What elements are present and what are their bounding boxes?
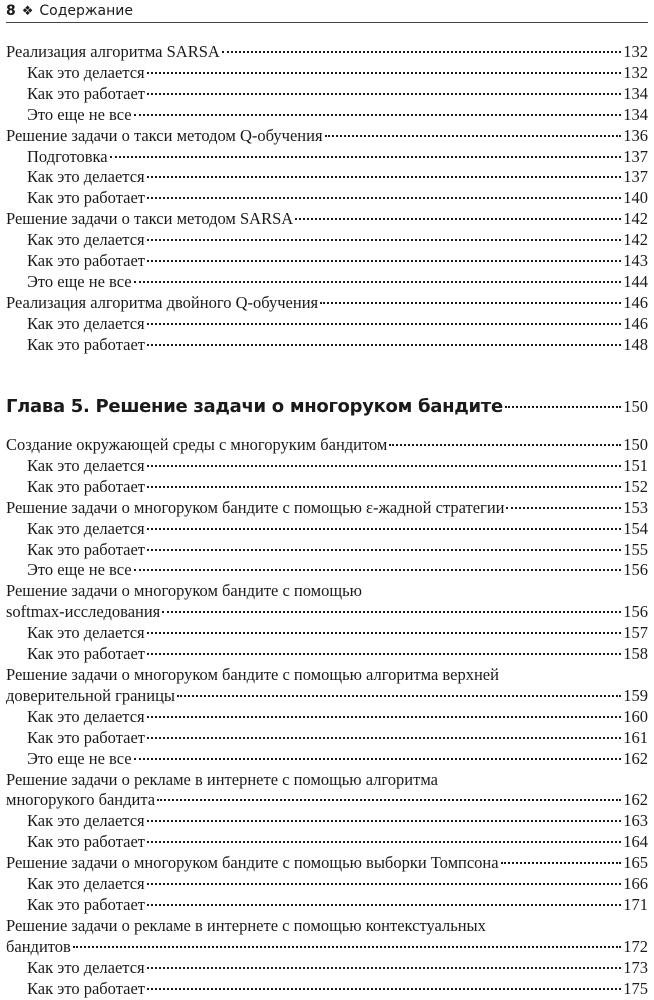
entry-page: 150 [623,435,648,454]
toc-entry[interactable] [6,293,648,314]
dot-leader [222,51,621,53]
entry-page: 144 [623,271,648,291]
entry-page: 148 [623,334,648,354]
dot-leader [320,302,621,304]
dot-leader [134,569,622,571]
entry-title: Это еще не все [27,104,132,124]
toc-entry[interactable] [6,853,648,874]
entry-title: Как это работает [27,476,145,496]
dot-leader [110,156,622,158]
dot-leader [501,862,622,864]
toc-entry[interactable] [6,435,648,456]
entry-page: 158 [623,644,648,664]
dot-leader [134,758,622,760]
entry-title: softmax-исследования [6,602,161,622]
dot-leader [147,93,621,95]
entry-page: 156 [623,560,648,580]
entry-title: многорукого бандита [6,790,156,810]
entry-title: Решение задачи о такси методом SARSA [6,209,294,229]
entry-page: 152 [623,476,648,496]
toc-subentry[interactable] [6,560,648,581]
entry-title: Решение задачи о многоруком бандите с помощью выборки Томпсона [6,853,499,873]
toc-subentry[interactable] [6,895,648,916]
toc-section-chapter-5 [6,435,648,999]
dot-leader [147,197,621,199]
entry-title: Как это делается [27,313,145,333]
chapter-page: 150 [623,397,648,416]
toc-entry[interactable] [6,209,648,230]
dot-leader [147,323,622,325]
dot-leader [147,632,622,634]
toc-subentry[interactable] [6,63,648,84]
entry-page: 132 [623,62,648,82]
entry-title: бандитов [6,936,71,956]
entry-title: Как это делается [27,957,145,977]
entry-page: 134 [623,104,648,124]
entry-title: Создание окружающей среды с многоруким бандитом [6,435,388,454]
entry-title: Как это работает [27,539,145,559]
dot-leader [147,239,622,241]
entry-page: 164 [623,832,648,852]
dot-leader [147,344,621,346]
toc-subentry[interactable] [6,188,648,209]
toc-subentry[interactable] [6,314,648,335]
toc-subentry[interactable] [6,519,648,540]
entry-title: Как это делается [27,706,145,726]
entry-page: 162 [623,748,648,768]
entry-title: Это еще не все [27,560,132,580]
toc-subentry[interactable] [6,147,648,168]
entry-page: 163 [623,811,648,831]
entry-page: 171 [623,894,648,914]
entry-page: 137 [623,146,648,166]
entry-title: Как это работает [27,83,145,103]
entry-page: 136 [623,125,648,145]
dot-leader [506,507,621,509]
entry-title: Решение задачи о многоруком бандите с помощью ε-жадной стратегии [6,497,505,517]
entry-title-line2 [6,602,648,623]
entry-page: 137 [623,167,648,187]
dot-leader [147,737,621,739]
entry-title: Как это делается [27,62,145,82]
entry-title-line1: Решение задачи о многоруком бандите с помощью алгоритма верхней [6,664,499,684]
entry-title-line2 [6,686,648,707]
dot-leader [157,799,621,801]
entry-title: доверительной границы [6,685,175,705]
entry-page: 157 [623,623,648,643]
entry-title: Это еще не все [27,271,132,291]
toc-subentry[interactable] [6,707,648,728]
dot-leader [147,549,621,551]
dot-leader [147,820,622,822]
entry-title: Как это делается [27,811,145,831]
entry-page: 161 [623,727,648,747]
entry-page: 142 [623,230,648,250]
entry-title: Как это работает [27,894,145,914]
toc-entry[interactable] [6,665,648,707]
dot-leader [505,406,621,408]
toc-subentry[interactable] [6,230,648,251]
dot-leader [73,946,621,948]
entry-page: 162 [623,790,648,810]
toc-subentry[interactable] [6,272,648,293]
toc-subentry[interactable] [6,105,648,126]
entry-title-line2 [6,937,648,958]
entry-title-line2 [6,790,648,811]
dot-leader [147,72,622,74]
toc-subentry[interactable] [6,832,648,853]
dot-leader [325,135,622,137]
toc-subentry[interactable] [6,728,648,749]
toc-section-chapter-4 [6,42,648,356]
entry-page: 159 [623,685,648,705]
entry-page: 160 [623,706,648,726]
entry-page: 172 [623,936,648,956]
entry-page: 175 [623,978,648,998]
entry-title: Как это делается [27,455,145,475]
toc-entry[interactable] [6,498,648,519]
entry-title-line1: Решение задачи о рекламе в интернете с помощью алгоритма [6,769,438,789]
entry-page: 173 [623,957,648,977]
entry-title: Как это делается [27,874,145,894]
toc-subentry[interactable] [6,874,648,895]
dot-leader [295,218,621,220]
entry-page: 165 [623,853,648,873]
entry-page: 151 [623,455,648,475]
entry-title: Как это работает [27,251,145,271]
entry-title: Как это работает [27,188,145,208]
toc-subentry[interactable] [6,477,648,498]
entry-page: 143 [623,251,648,271]
dot-leader [147,841,621,843]
toc-entry[interactable] [6,770,648,812]
dot-leader [134,281,622,283]
entry-page: 146 [623,313,648,333]
toc-subentry[interactable] [6,749,648,770]
dot-leader [147,967,622,969]
entry-title: Как это работает [27,978,145,998]
toc-entry[interactable] [6,581,648,623]
toc-subentry[interactable] [6,623,648,644]
entry-page: 140 [623,188,648,208]
dot-leader [147,883,622,885]
dot-leader [389,444,621,446]
entry-title-line1: Решение задачи о многоруком бандите с помощью [6,581,362,601]
toc-subentry[interactable] [6,958,648,979]
entry-page: 153 [623,497,648,517]
entry-title: Как это работает [27,832,145,852]
chapter-heading[interactable] [6,396,648,417]
page-number: 8 [6,3,16,19]
running-header [6,0,648,23]
dot-leader [147,716,622,718]
dot-leader [147,988,621,990]
entry-title: Как это делается [27,623,145,643]
entry-title: Это еще не все [27,748,132,768]
toc-subentry[interactable] [6,251,648,272]
entry-title: Реализация алгоритма двойного Q-обучения [6,292,319,312]
dot-leader [147,528,622,530]
toc-subentry[interactable] [6,540,648,561]
dot-leader [147,904,621,906]
dot-leader [147,653,621,655]
toc-subentry[interactable] [6,811,648,832]
entry-title: Как это работает [27,727,145,747]
entry-title: Как это делается [27,167,145,187]
dot-leader [162,611,621,613]
toc-subentry[interactable] [6,167,648,188]
entry-title: Реализация алгоритма SARSA [6,42,220,61]
entry-page: 166 [623,874,648,894]
entry-page: 142 [623,209,648,229]
toc-entry[interactable] [6,126,648,147]
dot-leader [147,465,622,467]
entry-page: 134 [623,83,648,103]
entry-page: 155 [623,539,648,559]
toc-subentry[interactable] [6,979,648,1000]
dot-leader [147,260,621,262]
toc-subentry[interactable] [6,84,648,105]
entry-title: Подготовка [27,146,108,166]
dot-leader [177,695,621,697]
toc-subentry[interactable] [6,335,648,356]
toc-entry[interactable] [6,42,648,63]
dot-leader [147,176,622,178]
header-title: Содержание [39,3,133,19]
chapter-title: Глава 5. Решение задачи о многоруком бандите [6,396,503,417]
entry-page: 154 [623,518,648,538]
entry-title: Как это работает [27,644,145,664]
entry-title: Как это делается [27,230,145,250]
entry-title: Решение задачи о такси методом Q-обучения [6,125,323,145]
dot-leader [147,486,621,488]
diamond-icon: ❖ [21,4,34,19]
entry-title: Как это работает [27,334,145,354]
entry-title-line1: Решение задачи о рекламе в интернете с помощью контекстуальных [6,915,486,935]
entry-page: 146 [623,292,648,312]
dot-leader [134,114,622,116]
entry-page: 156 [623,602,648,622]
entry-title: Как это делается [27,518,145,538]
toc-entry[interactable] [6,916,648,958]
toc-subentry[interactable] [6,456,648,477]
entry-page: 132 [623,42,648,61]
toc-subentry[interactable] [6,644,648,665]
